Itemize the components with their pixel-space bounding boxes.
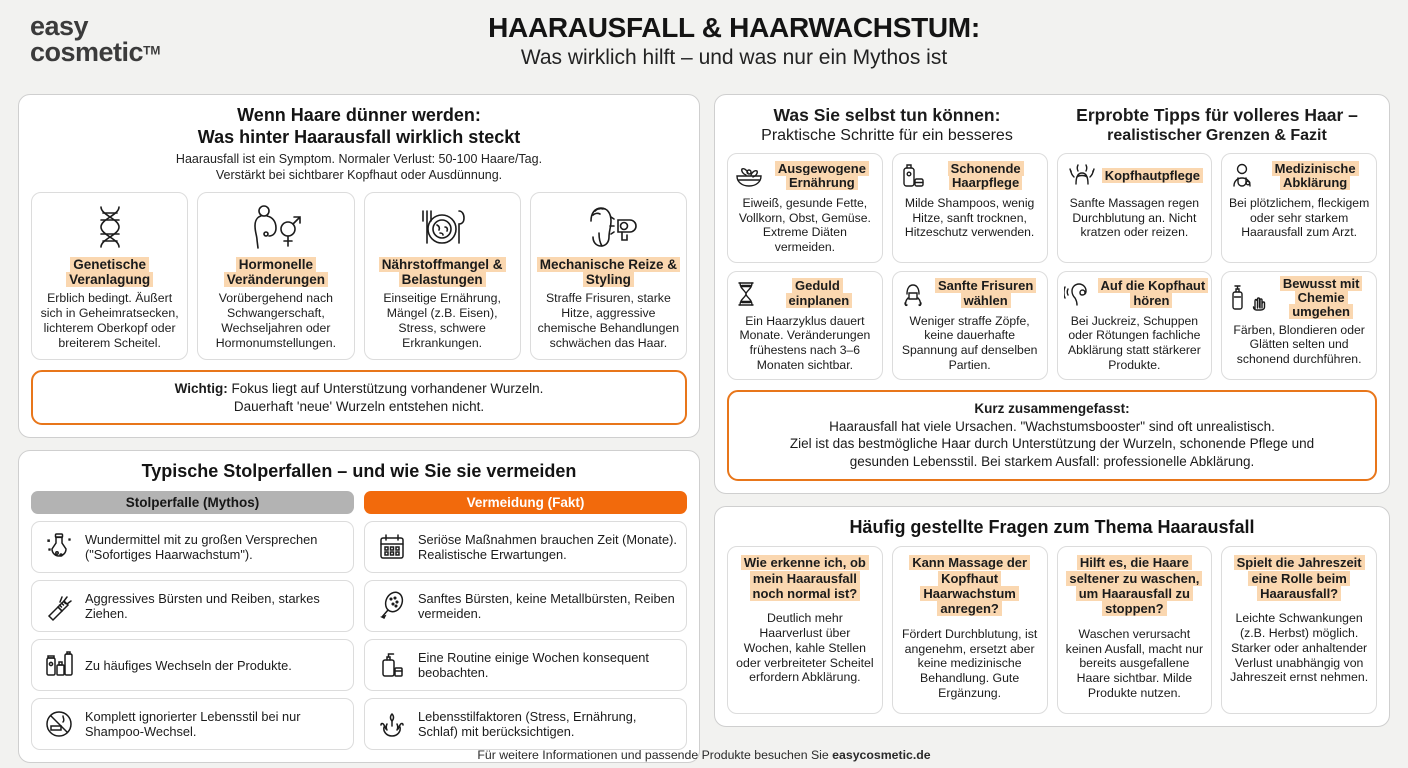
list-item — [364, 580, 687, 632]
tips-heading-right-line2: realistischer Grenzen & Fazit — [1107, 127, 1327, 144]
myth-column-header: Stolperfalle (Mythos) — [31, 491, 354, 514]
list-item — [31, 521, 354, 573]
faq-answer: Waschen verursacht keinen Ausfall, macht nur bereits ausgefallene Haare sichtbar. Milde Produkte nutzen. — [1065, 626, 1204, 700]
left-column — [18, 94, 700, 763]
cause-card-body: Einseitige Ernährung, Mängel (z.B. Eisen), Stress, schwere Erkrankungen. — [383, 291, 501, 350]
brand-logo — [30, 11, 161, 67]
list-item — [31, 580, 354, 632]
myths-table-body — [31, 521, 687, 750]
tip-card-body: Weniger straffe Zöpfe, keine dauerhafte Spannung auf denselben Partien. — [901, 313, 1038, 372]
tip-card — [892, 153, 1048, 263]
list-item — [364, 521, 687, 573]
faq-card — [727, 546, 883, 714]
callout-line2: Dauerhaft 'neue' Wurzeln entstehen nicht. — [233, 398, 485, 414]
myths-panel — [18, 450, 700, 763]
pregnancy-gender-icon — [248, 201, 304, 253]
list-item — [364, 639, 687, 691]
faq-question: Kann Massage der Kopfhaut Haarwachstum anregen? — [900, 555, 1040, 616]
cause-card-body: Erblich bedingt. Äußert sich in Geheimratsecken, lichterem Oberkopf oder breiterem Scheitel. — [40, 291, 179, 350]
cause-card-title: Genetische Veranlagung — [38, 257, 181, 287]
cause-cards-row — [31, 192, 687, 360]
tip-card — [1221, 153, 1377, 263]
facts-column — [364, 521, 687, 750]
tip-card-title: Bewusst mit Chemie umgehen — [1272, 277, 1370, 320]
cause-card-title: Hormonelle Veränderungen — [204, 257, 347, 287]
list-item-text: Sanftes Bürsten, keine Metallbürsten, Reiben vermeiden. — [418, 590, 675, 622]
page-header — [0, 0, 1408, 88]
tip-card — [1057, 153, 1213, 263]
title-block — [0, 12, 1408, 70]
faq-question: Wie erkenne ich, ob mein Haarausfall noch normal ist? — [735, 555, 875, 601]
summary-line1: Haarausfall hat viele Ursachen. "Wachstumsbooster" sind oft unrealistisch. — [829, 418, 1275, 434]
dna-icon — [87, 201, 133, 253]
list-item-text: Zu häufiges Wechseln der Produkte. — [85, 657, 292, 673]
summary-line3: gesunden Lebensstil. Bei starkem Ausfall: professionelle Abklärung. — [849, 453, 1255, 469]
summary-callout — [727, 390, 1377, 480]
faq-question: Hilft es, die Haare seltener zu waschen, um Haarausfall zu stoppen? — [1065, 555, 1205, 616]
list-item-text: Wundermittel mit zu großen Versprechen ("Sofortiges Haarwachstum"). — [85, 531, 318, 563]
brand-line1: easy — [30, 11, 89, 41]
hairstyle-icon — [899, 280, 927, 308]
cause-card-title: Mechanische Reize & Styling — [537, 257, 680, 287]
brand-line2: cosmetic — [30, 36, 144, 67]
tip-card-body: Bei plötzlichem, fleckigem oder sehr starkem Haarausfall zum Arzt. — [1229, 196, 1370, 240]
tip-card-title: Schonende Haarpflege — [931, 162, 1041, 191]
causes-sub-line1: Haarausfall ist ein Symptom. Normaler Verlust: 50-100 Haare/Tag. — [175, 151, 543, 166]
tips-row-1 — [727, 153, 1377, 263]
cause-card — [31, 192, 188, 360]
tip-card-title: Auf die Kopfhaut hören — [1098, 279, 1206, 308]
list-item-text: Komplett ignorierter Lebensstil bei nur Shampoo-Wechsel. — [85, 708, 301, 740]
calendar-icon — [374, 531, 410, 563]
page-title: HAARAUSFALL & HAARWACHSTUM: — [488, 12, 980, 43]
page-footer — [0, 748, 1408, 762]
causes-sub-line2: Verstärkt bei sichtbarer Kopfhaut oder Ausdünnung. — [215, 167, 503, 182]
right-column — [714, 94, 1390, 763]
list-item-text: Lebensstilfaktoren (Stress, Ernährung, Schlaf) mit berücksichtigen. — [418, 708, 637, 740]
myths-heading: Typische Stolperfallen – und wie Sie sie vermeiden — [141, 461, 577, 482]
cause-card — [197, 192, 354, 360]
hairdryer-icon — [577, 201, 639, 253]
tip-card — [1221, 271, 1377, 381]
list-item-text: Eine Routine einige Wochen konsequent beobachten. — [418, 649, 649, 681]
ear-listen-icon — [1064, 280, 1094, 308]
tips-row-2 — [727, 271, 1377, 381]
potion-bottle-icon — [41, 531, 77, 563]
myths-column — [31, 521, 354, 750]
callout-text: Fokus liegt auf Unterstützung vorhandener Wurzeln. — [227, 381, 544, 397]
faq-cards-row — [727, 546, 1377, 714]
tips-panel — [714, 94, 1390, 494]
tip-card-body: Färben, Blondieren oder Glätten selten und schonend durchführen. — [1233, 322, 1365, 366]
tip-card-title: Medizinische Abklärung — [1260, 162, 1370, 191]
tips-heading-left-line2: Praktische Schritte für ein besseres — [761, 127, 1013, 144]
tip-card-title: Sanfte Frisuren wählen — [931, 279, 1041, 308]
faq-answer: Deutlich mehr Haarverlust über Wochen, kahle Stellen oder verbreiteter Scheitel erfordern Abklärung. — [736, 611, 874, 685]
content-columns — [18, 94, 1390, 763]
faq-card — [892, 546, 1048, 714]
tip-card — [1057, 271, 1213, 381]
myths-table-header — [31, 491, 687, 514]
faq-panel — [714, 506, 1390, 728]
soft-brush-icon — [374, 590, 410, 622]
list-item — [31, 639, 354, 691]
tips-heading-left-line1: Was Sie selbst tun können: — [773, 105, 1001, 125]
tip-card-body: Bei Juckreiz, Schuppen oder Rötungen fachliche Abklärung statt stärkerer Produkte. — [1067, 313, 1201, 372]
tip-card-title: Ausgewogene Ernährung — [768, 162, 876, 191]
cause-card — [364, 192, 521, 360]
salad-bowl-icon — [734, 163, 764, 189]
scalp-massage-icon — [1066, 162, 1098, 190]
tip-card-title: Geduld einplanen — [762, 279, 876, 308]
list-item — [31, 698, 354, 750]
tip-card — [727, 271, 883, 381]
tips-heading-right-line1: Erprobte Tipps für volleres Haar – — [1076, 105, 1358, 125]
callout-label: Wichtig: — [174, 381, 228, 397]
important-callout — [31, 370, 687, 425]
faq-question: Spielt die Jahreszeit eine Rolle beim Haarausfall? — [1229, 555, 1369, 601]
doctor-icon — [1228, 162, 1256, 190]
chemical-spray-icon — [1228, 284, 1268, 312]
causes-panel — [18, 94, 700, 438]
summary-line2: Ziel ist das bestmögliche Haar durch Unterstützung der Wurzeln, schonende Pflege und — [789, 436, 1315, 452]
summary-title: Kurz zusammengefasst: — [974, 401, 1130, 417]
footer-text: Für weitere Informationen und passende Produkte besuchen Sie — [477, 748, 833, 762]
cause-card — [530, 192, 687, 360]
plate-cutlery-icon — [413, 201, 471, 253]
tips-heading-left — [727, 105, 1047, 145]
tips-heading-right — [1057, 105, 1377, 145]
aggressive-brush-icon — [41, 590, 77, 622]
pump-bottle-icon — [374, 649, 410, 681]
faq-heading: Häufig gestellte Fragen zum Thema Haarausfall — [849, 516, 1255, 537]
hourglass-icon — [734, 280, 758, 308]
causes-heading-line1: Wenn Haare dünner werden: — [237, 105, 481, 125]
product-tubes-icon — [41, 649, 77, 681]
tip-card-title: Kopfhautpflege — [1102, 169, 1203, 183]
tip-card — [892, 271, 1048, 381]
list-item-text: Seriöse Maßnahmen brauchen Zeit (Monate). Realistische Erwartungen. — [418, 531, 677, 563]
tip-card-body: Eiweiß, gesunde Fette, Vollkorn, Obst, Gemüse. Extreme Diäten vermeiden. — [738, 196, 871, 255]
faq-card — [1221, 546, 1377, 714]
no-smoking-icon — [41, 708, 77, 740]
cause-card-body: Vorübergehend nach Schwangerschaft, Wechseljahren oder Hormonumstellungen. — [215, 291, 337, 350]
faq-card — [1057, 546, 1213, 714]
trademark-symbol: TM — [143, 43, 161, 58]
tip-card-body: Milde Shampoos, wenig Hitze, sanft trocknen, Hitzeschutz verwenden. — [904, 196, 1035, 240]
tips-dual-heading — [727, 105, 1377, 145]
hands-care-icon — [374, 708, 410, 740]
tip-card-body: Ein Haarzyklus dauert Monate. Veränderungen frühestens nach 3–6 Monaten sichtbar. — [739, 313, 871, 372]
page-subtitle: Was wirklich hilft – und was nur ein Mythos ist — [520, 46, 948, 69]
list-item-text: Aggressives Bürsten und Reiben, starkes Ziehen. — [85, 590, 320, 622]
tip-card — [727, 153, 883, 263]
list-item — [364, 698, 687, 750]
fact-column-header: Vermeidung (Fakt) — [364, 491, 687, 514]
causes-heading-line2: Was hinter Haarausfall wirklich steckt — [197, 126, 521, 147]
cause-card-body: Straffe Frisuren, starke Hitze, aggressive chemische Behandlungen schwächen das Haar. — [537, 291, 680, 350]
cause-card-title: Nährstoffmangel & Belastungen — [371, 257, 514, 287]
faq-answer: Fördert Durchblutung, ist angenehm, ersetzt aber keine medizinische Behandlung. Gute Ergänzung. — [901, 626, 1038, 700]
faq-answer: Leichte Schwankungen (z.B. Herbst) möglich. Starker oder anhaltender Verlust unabhängig von Jahreszeit ernst nehmen. — [1230, 611, 1369, 685]
tip-card-body: Sanfte Massagen regen Durchblutung an. Nicht kratzen oder reizen. — [1069, 196, 1200, 240]
shampoo-bottle-icon — [899, 162, 927, 190]
footer-brand-link[interactable]: easycosmetic.de — [832, 748, 931, 762]
